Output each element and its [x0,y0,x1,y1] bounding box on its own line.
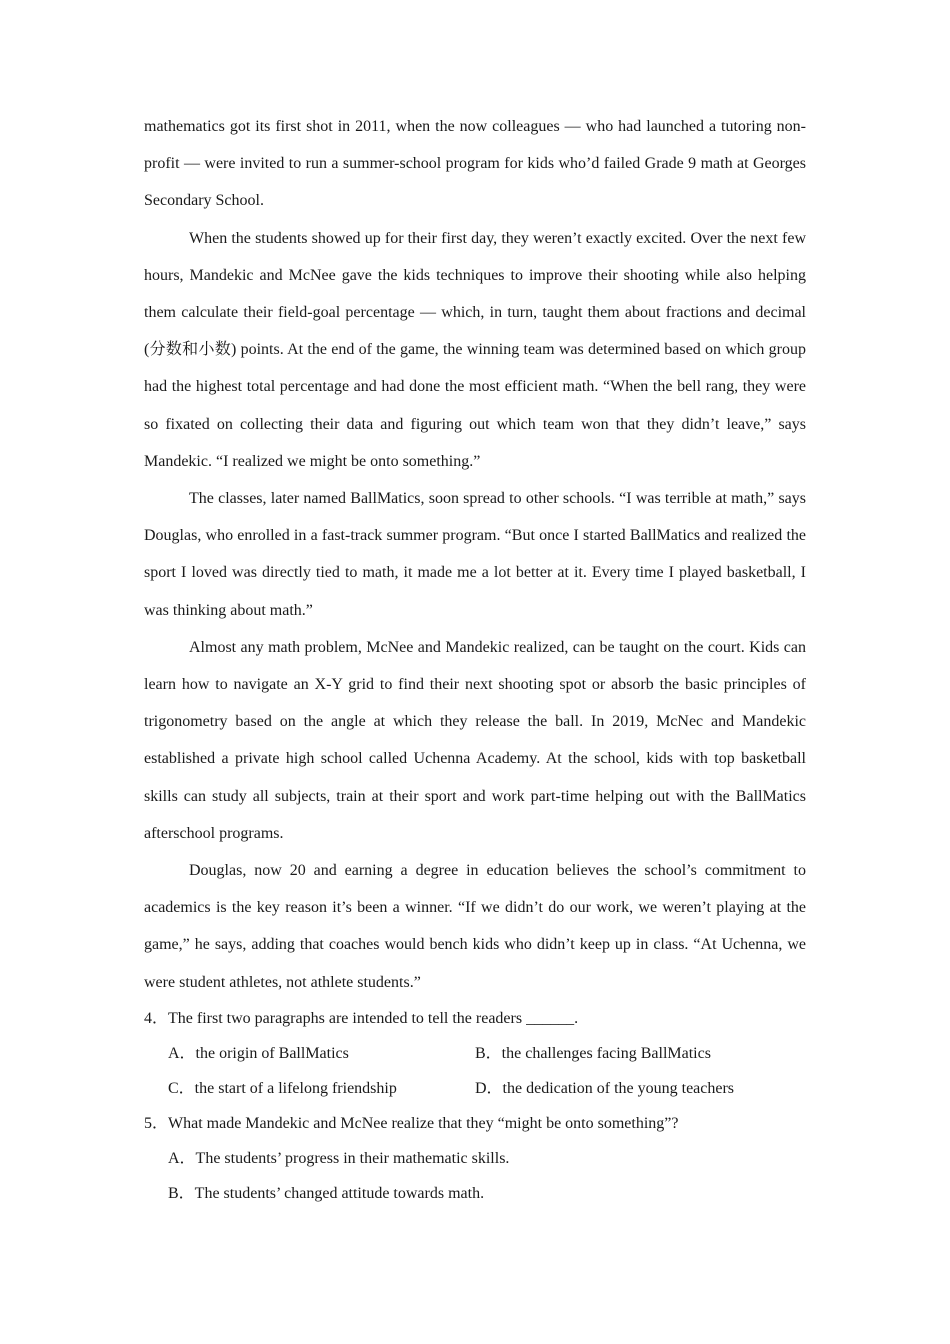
option-b: B．The students’ changed attitude towards math. [168,1184,485,1202]
document-page [144,108,806,1211]
option-a: A．The students’ progress in their mathematic skills. [168,1149,510,1167]
passage-paragraph: When the students showed up for their first day, they weren’t exactly excited. Over the next few hours, Mandekic and McNee gave the kids techniques to improve their shooting while also helping them calculate their field-goal percentage — which, in turn, taught them about fractions and decimal (分数和小数) points. At the end of the game, the winning team was determined based on which group had the highest total percentage and had done the most efficient math. “When the bell rang, they were so fixated on collecting their data and figuring out which team won that they didn’t leave,” says Mandekic. “I realized we might be onto something.” [144,229,806,470]
option-d: D．the dedication of the young teachers [475,1079,735,1097]
options-row [144,1036,806,1071]
passage-paragraph: Douglas, now 20 and earning a degree in education believes the school’s commitment to academics is the key reason it’s been a winner. “If we didn’t do our work, we weren’t playing at the game,” he says, adding that coaches would bench kids who didn’t keep up in class. “At Uchenna, we were student athletes, not athlete students.” [144,862,806,991]
passage-paragraph-continuation: mathematics got its first shot in 2011, when the now colleagues — who had launched a tutoring non-profit — were invited to run a summer-school program for kids who’d failed Grade 9 math at Georges Secondary School. [144,118,806,210]
question-stem: 5．What made Mandekic and McNee realize that they “might be onto something”? [144,1114,679,1132]
option-b: B．the challenges facing BallMatics [475,1044,711,1062]
passage-paragraph: The classes, later named BallMatics, soon spread to other schools. “I was terrible at math,” says Douglas, who enrolled in a fast-track summer program. “But once I started BallMatics and realized the sport I loved was directly tied to math, it made me a lot better at it. Every time I played basketball, I was thinking about math.” [144,490,806,619]
question-5 [144,1106,806,1211]
question-stem: 4．The first two paragraphs are intended to tell the readers ______. [144,1009,579,1027]
option-c: C．the start of a lifelong friendship [168,1079,397,1097]
option-a: A．the origin of BallMatics [168,1044,349,1062]
question-4 [144,1001,806,1106]
passage-paragraph: Almost any math problem, McNee and Mandekic realized, can be taught on the court. Kids can learn how to navigate an X-Y grid to find their next shooting spot or absorb the basic principles of trigonometry based on the angle at which they release the ball. In 2019, McNec and Mandekic established a private high school called Uchenna Academy. At the school, kids with top basketball skills can study all subjects, train at their sport and work part-time helping out with the BallMatics afterschool programs. [144,638,806,842]
options-row [144,1071,806,1106]
